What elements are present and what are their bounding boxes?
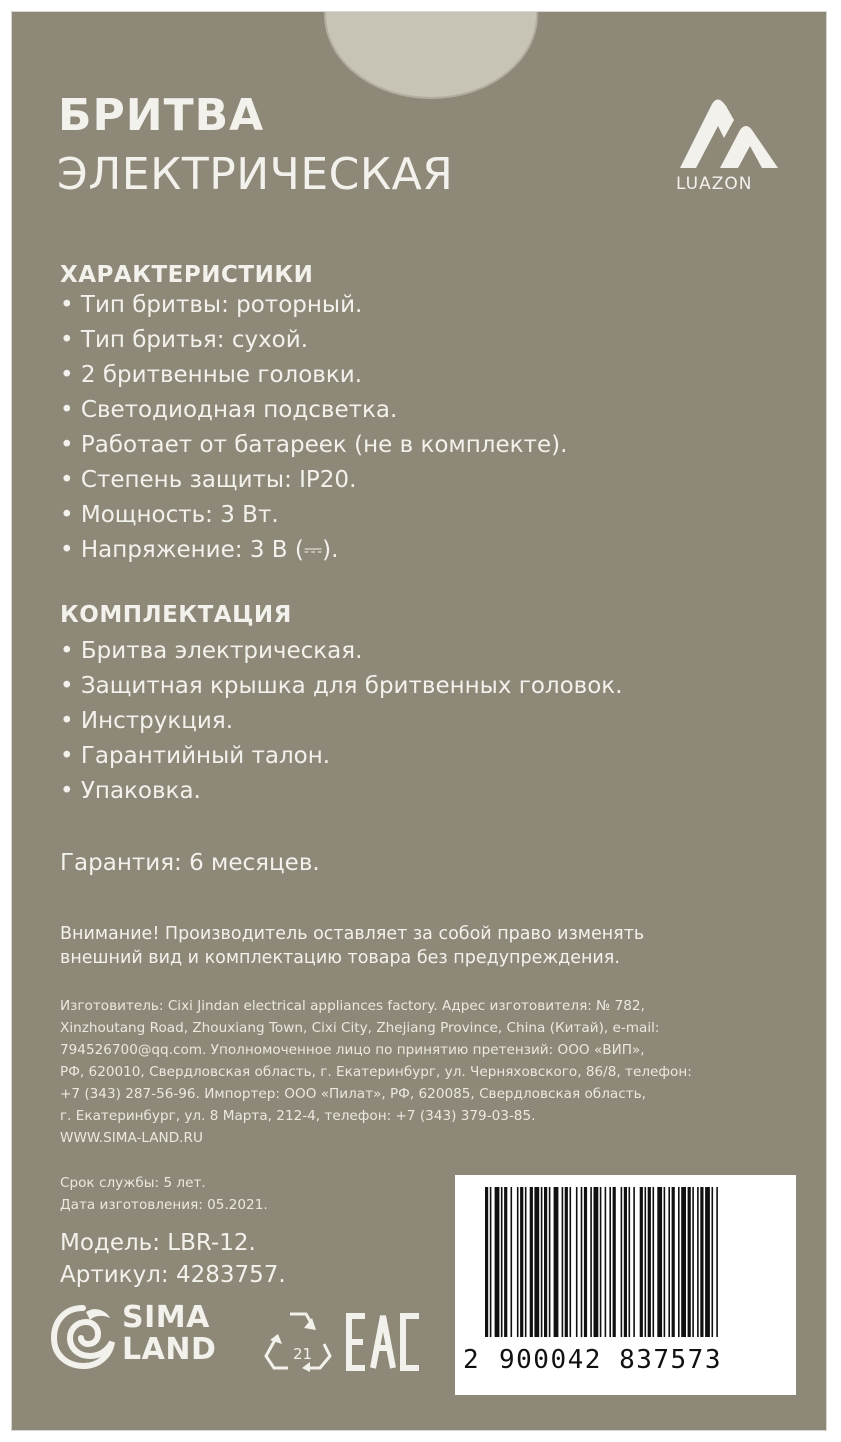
barcode-bar: [485, 1187, 488, 1337]
barcode-bar: [605, 1187, 607, 1337]
article-number: Артикул: 4283757.: [60, 1262, 286, 1288]
website: WWW.SIMA-LAND.RU: [60, 1130, 203, 1146]
package-card: [12, 12, 826, 1430]
barcode-bar: [648, 1187, 651, 1337]
manufacturer-line: Изготовитель: Cixi Jindan electrical appliances factory. Адрес изготовителя: № 782,: [60, 998, 645, 1014]
barcode-bar: [565, 1187, 568, 1337]
barcode-bar: [624, 1187, 627, 1337]
list-item: • Напряжение: 3 В (⎓).: [60, 533, 567, 568]
barcode-lead-digit: 2: [463, 1345, 479, 1375]
sima-land-bird-icon: [50, 1304, 116, 1370]
manufacturer-line: г. Екатеринбург, ул. 8 Марта, 212-4, телефон: +7 (343) 379-03-85.: [60, 1108, 536, 1124]
list-item: • Инструкция.: [60, 704, 623, 739]
list-item: • Светодиодная подсветка.: [60, 393, 567, 428]
barcode-bar: [712, 1187, 714, 1337]
list-item: • Работает от батареек (не в комплекте).: [60, 428, 567, 463]
barcode-bar: [594, 1187, 599, 1337]
barcode-bar: [544, 1187, 547, 1337]
barcode-bar: [495, 1187, 500, 1337]
barcode-bar: [517, 1187, 519, 1337]
warranty-text: Гарантия: 6 месяцев.: [60, 850, 320, 876]
barcode-bar: [590, 1187, 592, 1337]
sima-land-logo: [122, 1302, 216, 1366]
barcode-bar: [570, 1187, 572, 1337]
barcode-bar: [672, 1187, 675, 1337]
manufacture-date: Дата изготовления: 05.2021.: [60, 1197, 268, 1213]
barcode-bar: [678, 1187, 680, 1337]
manufacturer-line: РФ, 620010, Свердловская область, г. Екатеринбург, ул. Черняховского, 86/8, телефон:: [60, 1064, 692, 1080]
recycle-code: 21: [293, 1345, 313, 1363]
specs-list: [60, 288, 567, 568]
barcode-bar: [640, 1187, 643, 1337]
barcode-bar: [621, 1187, 623, 1337]
barcode: [455, 1175, 796, 1395]
specs-heading: ХАРАКТЕРИСТИКИ: [60, 262, 314, 288]
land-word: LAND: [122, 1332, 217, 1367]
list-item: • Мощность: 3 Вт.: [60, 498, 567, 533]
barcode-digits: 900042 837573: [499, 1345, 722, 1375]
list-item: • Степень защиты: IP20.: [60, 463, 567, 498]
barcode-bar: [629, 1187, 631, 1337]
list-item: • Упаковка.: [60, 774, 623, 809]
manufacturer-line: 794526700@qq.com. Уполномоченное лицо по принятию претензий: ООО «ВИП»,: [60, 1042, 645, 1058]
barcode-bar: [576, 1187, 578, 1337]
barcode-bar: [600, 1187, 602, 1337]
kit-list: [60, 634, 623, 809]
warning-text: [60, 922, 644, 970]
barcode-bar: [525, 1187, 527, 1337]
list-item: • Бритва электрическая.: [60, 634, 623, 669]
brand-name: LUAZON: [676, 174, 753, 194]
barcode-bar: [490, 1187, 492, 1337]
barcode-bar: [541, 1187, 543, 1337]
model-number: Модель: LBR-12.: [60, 1230, 256, 1256]
sima-word: SIMA: [122, 1300, 210, 1335]
barcode-bar: [668, 1187, 670, 1337]
barcode-bar: [653, 1187, 655, 1337]
barcode-bar: [609, 1187, 611, 1337]
list-item: • Тип бритвы: роторный.: [60, 288, 567, 323]
barcode-bar: [613, 1187, 616, 1337]
barcode-bar: [504, 1187, 507, 1337]
manufacturer-line: Xinzhoutang Road, Zhouxiang Town, Cixi City, Zhejiang Province, China (Китай), e-mail:: [60, 1020, 660, 1036]
barcode-bars: [455, 1175, 796, 1345]
barcode-bar: [549, 1187, 551, 1337]
barcode-bar: [705, 1187, 710, 1337]
barcode-bar: [664, 1187, 666, 1337]
barcode-bar: [681, 1187, 686, 1337]
barcode-bar: [716, 1187, 718, 1337]
barcode-bar: [581, 1187, 583, 1337]
warning-line: внешний вид и комплектацию товара без предупреждения.: [60, 948, 620, 968]
hang-tab-notch: [324, 12, 538, 99]
barcode-bar: [501, 1187, 503, 1337]
list-item: • Гарантийный талон.: [60, 739, 623, 774]
list-item: • Тип бритья: сухой.: [60, 323, 567, 358]
service-life: Срок службы: 5 лет.: [60, 1175, 206, 1191]
kit-heading: КОМПЛЕКТАЦИЯ: [60, 602, 292, 628]
eac-mark-icon: [345, 1312, 423, 1372]
list-item: • 2 бритвенные головки.: [60, 358, 567, 393]
manufacturer-line: +7 (343) 287-56-96. Импортер: ООО «Пилат», РФ, 620085, Свердловская область,: [60, 1086, 646, 1102]
barcode-bar: [520, 1187, 523, 1337]
manufacturer-info: [60, 995, 692, 1149]
barcode-bar: [534, 1187, 539, 1337]
barcode-bar: [562, 1187, 564, 1337]
list-item: • Защитная крышка для бритвенных головок.: [60, 669, 623, 704]
barcode-bar: [554, 1187, 559, 1337]
barcode-bar: [530, 1187, 533, 1337]
warning-line: Внимание! Производитель оставляет за собой право изменять: [60, 924, 645, 944]
barcode-bar: [645, 1187, 647, 1337]
barcode-bar: [692, 1187, 694, 1337]
product-title: БРИТВА: [58, 90, 265, 141]
barcode-bar: [511, 1187, 513, 1337]
barcode-bar: [688, 1187, 691, 1337]
product-subtitle: ЭЛЕКТРИЧЕСКАЯ: [57, 149, 454, 200]
barcode-bar: [633, 1187, 635, 1337]
barcode-bar: [700, 1187, 703, 1337]
barcode-bar: [697, 1187, 699, 1337]
barcode-bar: [584, 1187, 587, 1337]
barcode-bar: [657, 1187, 662, 1337]
